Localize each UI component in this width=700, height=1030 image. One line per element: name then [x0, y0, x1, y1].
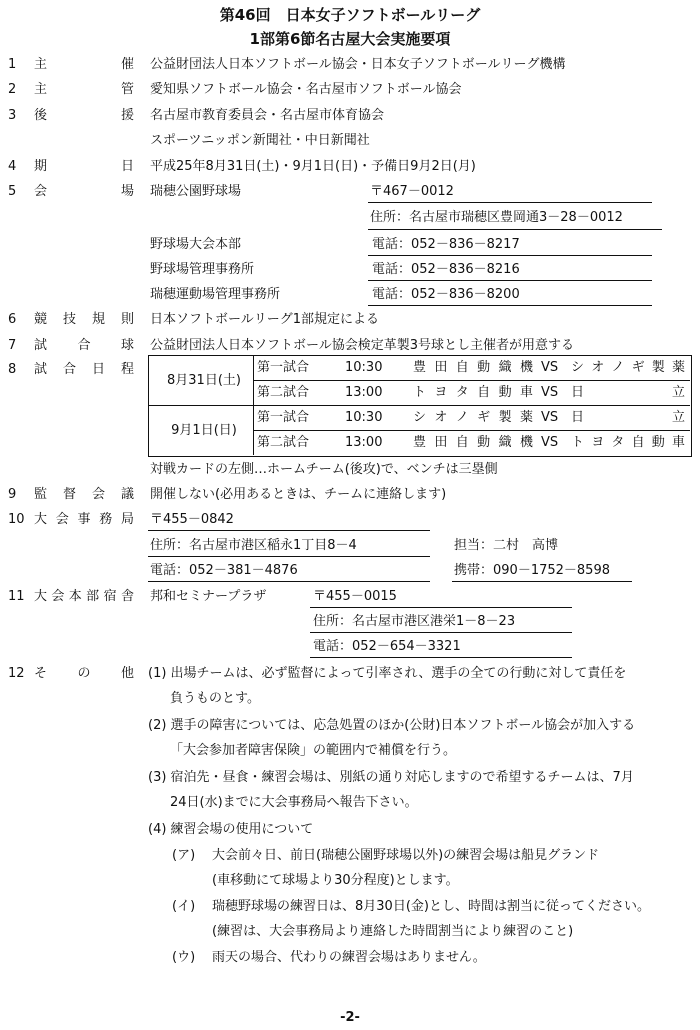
item-2-value: 愛知県ソフトボール協会・名古屋市ソフトボール協会: [150, 82, 462, 97]
away-team: 日 立: [571, 410, 685, 425]
game-label: 第二試合: [257, 385, 310, 400]
item-number: 2: [8, 82, 17, 97]
underline: [368, 305, 652, 306]
vs-label: VS: [541, 410, 559, 425]
game-time: 10:30: [345, 360, 383, 375]
home-team: シ オ ノ ギ 製 薬: [413, 410, 533, 425]
item-number: 5: [8, 184, 17, 199]
item-number: 8: [8, 362, 17, 377]
note-2-line-1: (2) 選手の障害については、応急処置のほか(公財)日本ソフトボール協会が加入する: [148, 718, 636, 733]
note-1-line-1: (1) 出場チームは、必ず監督によって引率され、選手の全ての行動に対して責任を: [148, 666, 627, 681]
page-number: -2-: [340, 1010, 360, 1025]
item-number: 12: [8, 666, 25, 681]
item-number: 9: [8, 487, 17, 502]
venue-address: 住所：名古屋市瑞穂区豊岡通3－28－0012: [370, 210, 623, 225]
note-2-line-2: 「大会参加者障害保険」の範囲内で補償を行う。: [170, 743, 457, 758]
item-label: 競 技 規 則: [34, 312, 134, 327]
item-label: 大 会 事 務 局: [34, 512, 134, 527]
office-phone: 電話：052－381－4876: [150, 563, 298, 578]
underline: [368, 229, 662, 230]
schedule-date: 9月1日(日): [171, 423, 237, 438]
away-team: ト ヨ タ 自 動 車: [571, 435, 685, 450]
sub-u-marker: (ウ): [172, 950, 196, 965]
sub-i-line-2: (練習は、大会事務局より連絡した時間割当により練習のこと): [212, 924, 574, 939]
away-team: 日 立: [571, 385, 685, 400]
vs-label: VS: [541, 385, 559, 400]
lodging-postal: 〒455－0015: [313, 589, 397, 604]
item-6-value: 日本ソフトボールリーグ1部規定による: [150, 312, 380, 327]
item-7-value: 公益財団法人日本ソフトボール協会検定革製3号球とし主催者が用意する: [150, 338, 575, 353]
note-3-line-2: 24日(水)までに大会事務局へ報告下さい。: [170, 795, 418, 810]
sub-a-line-2: (車移動にて球場より30分程度)とします。: [212, 873, 459, 888]
game-label: 第二試合: [257, 435, 310, 450]
game-time: 10:30: [345, 410, 383, 425]
venue-phone-3: 電話：052－836－8200: [372, 287, 520, 302]
note-1-line-2: 負うものとす。: [170, 691, 260, 706]
venue-name: 瑞穂公園野球場: [150, 184, 242, 199]
item-label: 大 会 本 部 宿 舎: [34, 589, 134, 604]
item-1-value: 公益財団法人日本ソフトボール協会・日本女子ソフトボールリーグ機構: [150, 57, 566, 72]
note-3-line-1: (3) 宿泊先・昼食・練習会場は、別紙の通り対応しますので希望するチームは、7月: [148, 770, 634, 785]
venue-place-1: 野球場大会本部: [150, 237, 242, 252]
item-number: 1: [8, 57, 17, 72]
venue-place-2: 野球場管理事務所: [150, 262, 255, 277]
underline: [368, 280, 652, 281]
home-team: 豊 田 自 動 織 機: [413, 360, 533, 375]
game-label: 第一試合: [257, 410, 310, 425]
item-number: 10: [8, 512, 25, 527]
item-label: 監 督 会 議: [34, 487, 134, 502]
schedule-table: [148, 355, 692, 457]
item-3-value: 名古屋市教育委員会・名古屋市体育協会: [150, 108, 385, 123]
venue-phone-2: 電話：052－836－8216: [372, 262, 520, 277]
venue-phone-1: 電話：052－836－8217: [372, 237, 520, 252]
game-time: 13:00: [345, 385, 383, 400]
office-contact: 担当：二村 高博: [454, 538, 559, 553]
underline: [368, 202, 652, 203]
item-label: 主 催: [34, 57, 134, 72]
game-time: 13:00: [345, 435, 383, 450]
away-team: シ オ ノ ギ 製 薬: [571, 360, 685, 375]
vs-label: VS: [541, 435, 559, 450]
lodging-name: 邦和セミナープラザ: [150, 589, 267, 604]
document-title: 第46回 日本女子ソフトボールリーグ: [219, 6, 481, 24]
game-label: 第一試合: [257, 360, 310, 375]
underline: [368, 255, 652, 256]
lodging-phone: 電話：052－654－3321: [313, 639, 461, 654]
item-label: 後 援: [34, 108, 134, 123]
office-address: 住所：名古屋市港区稲永1丁目8－4: [150, 538, 357, 553]
item-number: 6: [8, 312, 17, 327]
item-9-value: 開催しない(必用あるときは、チームに連絡します): [150, 487, 447, 502]
venue-postal: 〒467－0012: [370, 184, 454, 199]
home-team: 豊 田 自 動 織 機: [413, 435, 533, 450]
item-number: 11: [8, 589, 25, 604]
item-label: 試 合 日 程: [34, 362, 134, 377]
vs-label: VS: [541, 360, 559, 375]
office-mobile: 携帯：090－1752－8598: [454, 563, 610, 578]
item-number: 7: [8, 338, 17, 353]
item-label: 主 管: [34, 82, 134, 97]
lodging-address: 住所：名古屋市港区港栄1－8－23: [313, 614, 516, 629]
document-subtitle: 1部第6節名古屋大会実施要項: [249, 30, 451, 48]
sub-a-line-1: 大会前々日、前日(瑞穂公園野球場以外)の練習会場は船見グランド: [212, 848, 600, 863]
item-label: 期 日: [34, 159, 134, 174]
sub-a-marker: (ア): [172, 848, 196, 863]
schedule-date: 8月31日(土): [167, 373, 241, 388]
schedule-note: 対戦カードの左側…ホームチーム(後攻)で、ベンチは三塁側: [150, 462, 498, 477]
venue-place-3: 瑞穂運動場管理事務所: [150, 287, 281, 302]
item-number: 3: [8, 108, 17, 123]
home-team: ト ヨ タ 自 動 車: [413, 385, 533, 400]
office-postal: 〒455－0842: [150, 512, 234, 527]
item-4-value: 平成25年8月31日(土)・9月1日(日)・予備日9月2日(月): [150, 159, 476, 174]
item-number: 4: [8, 159, 17, 174]
sub-u-line-1: 雨天の場合、代わりの練習会場はありません。: [212, 950, 486, 965]
note-4-heading: (4) 練習会場の使用について: [148, 822, 314, 837]
item-3-value-2: スポーツニッポン新聞社・中日新聞社: [150, 133, 370, 148]
item-label: 会 場: [34, 184, 134, 199]
sub-i-marker: (イ): [172, 899, 196, 914]
sub-i-line-1: 瑞穂野球場の練習日は、8月30日(金)とし、時間は割当に従ってください。: [212, 899, 650, 914]
item-label: そ の 他: [34, 666, 134, 681]
item-label: 試 合 球: [34, 338, 134, 353]
